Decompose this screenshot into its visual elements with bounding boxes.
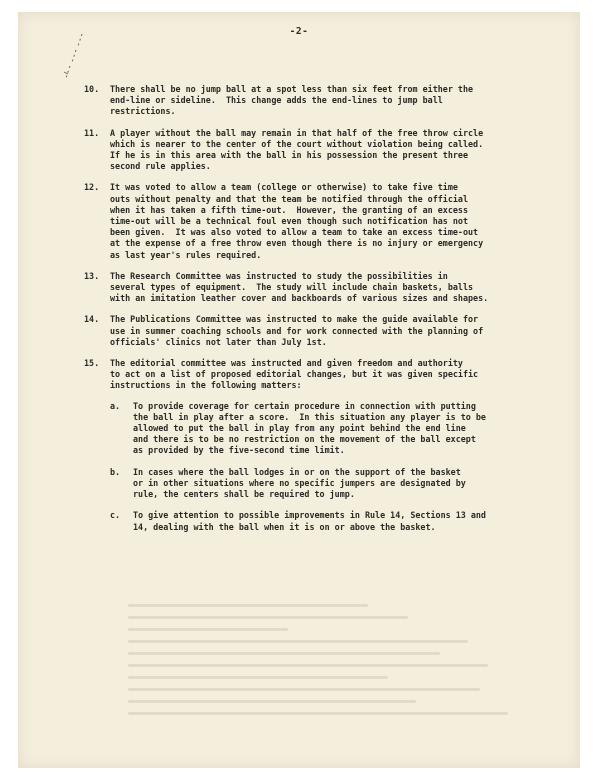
sub-item	[110, 467, 564, 501]
rule-text-line: time-out will be a technical foul even though such notification has not	[110, 216, 468, 227]
rule-text-line: use in summer coaching schools and for work connected with the planning of	[110, 325, 484, 336]
rule-text-line: end-line or sideline. This change adds the end-lines to jump ball	[110, 95, 443, 106]
rule-item	[84, 84, 564, 118]
rule-number: 11.	[84, 127, 100, 138]
sub-item	[110, 510, 564, 532]
page-number: -2-	[289, 26, 309, 37]
rule-item	[84, 128, 564, 173]
sub-item-text-line: or in other situations where no specific jumpers are designated by	[133, 477, 466, 488]
rule-text-line: There shall be no jump ball at a spot less than six feet from either the	[110, 84, 474, 94]
rule-text-line: It was voted to allow a team (college or otherwise) to take five time	[110, 182, 458, 193]
rule-number: 12.	[84, 182, 100, 193]
rule-item	[84, 182, 564, 260]
rule-text-line: instructions in the following matters:	[110, 380, 302, 391]
rule-text-line: been given. It was also voted to allow a team to take an excess time-out	[110, 227, 479, 238]
rules-list	[84, 84, 564, 543]
rule-number: 14.	[84, 314, 100, 325]
rule-number: 10.	[84, 84, 100, 94]
rule-text-line: outs without penalty and that the team be notified through the official	[110, 193, 468, 204]
sub-item	[110, 401, 564, 457]
rule-text-line: officials' clinics not later than July 1st.	[110, 336, 327, 347]
pencil-mark	[60, 32, 90, 84]
rule-text-line: restrictions.	[110, 106, 176, 117]
rule-item	[84, 314, 564, 348]
sub-item-letter: a.	[110, 400, 121, 411]
rule-number: 13.	[84, 270, 100, 281]
rule-text-line: The Publications Committee was instructed to make the guide available for	[110, 314, 479, 325]
rule-text-line: The Research Committee was instructed to study the possibilities in	[110, 270, 448, 281]
rule-text-line: when it has taken a fifth time-out. However, the granting of an excess	[110, 204, 468, 215]
sub-item-letter: b.	[110, 466, 121, 477]
bleed-through-text	[128, 604, 528, 754]
sub-item-text-line: as provided by the five-second time limit.	[133, 445, 345, 456]
sub-item-text-line: In cases where the ball lodges in or on the support of the basket	[133, 466, 461, 477]
document-page	[18, 12, 580, 768]
rule-text-line: A player without the ball may remain in that half of the free throw circle	[110, 127, 484, 138]
rule-text-line: The editorial committee was instructed and given freedom and authority	[110, 358, 463, 369]
rule-text-line: several types of equipment. The study will include chain baskets, balls	[110, 282, 474, 293]
rule-number: 15.	[84, 358, 100, 369]
sub-item-text-line: To give attention to possible improvements in Rule 14, Sections 13 and	[133, 510, 486, 521]
sub-item-letter: c.	[110, 510, 121, 521]
rule-text-line: as last year's rules required.	[110, 249, 262, 260]
rule-text-line: which is nearer to the center of the court without violation being called.	[110, 138, 484, 149]
sub-item-text-line: To provide coverage for certain procedure in connection with putting	[133, 400, 476, 411]
rule-text-line: with an imitation leather cover and backboards of various sizes and shapes.	[110, 293, 489, 304]
sub-item-text-line: the ball in play after a score. In this situation any player is to be	[133, 411, 486, 422]
rule-item	[84, 358, 564, 533]
sub-item-text-line: 14, dealing with the ball when it is on or above the basket.	[133, 521, 436, 532]
rule-text-line: at the expense of a free throw even though there is no injury or emergency	[110, 238, 484, 249]
rule-text-line: If he is in this area with the ball in his possession the present three	[110, 150, 468, 161]
sub-item-text-line: rule, the centers shall be required to jump.	[133, 489, 355, 500]
sub-item-text-line: allowed to put the ball in play from any point behind the end line	[133, 423, 466, 434]
rule-text-line: second rule applies.	[110, 161, 211, 172]
rule-text-line: to act on a list of proposed editorial changes, but it was given specific	[110, 369, 479, 380]
sub-item-text-line: and there is to be no restriction on the movement of the ball except	[133, 434, 476, 445]
rule-item	[84, 271, 564, 305]
